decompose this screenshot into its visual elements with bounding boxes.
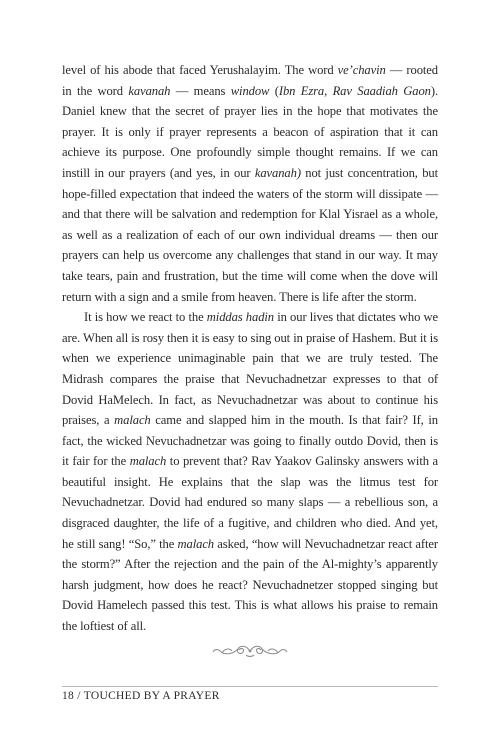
body-text [62,60,438,637]
footer-rule [62,686,438,687]
italic-term: ve’chavin [337,63,386,77]
running-footer: 18 / TOUCHED BY A PRAYER [62,690,220,702]
flourish-ornament-icon [210,641,290,661]
italic-term: malach [129,454,167,469]
paragraph-1: level of his abode that faced Yerushalayim. The word ve’chavin — rooted in the word kavanah — means window (Ibn Ezra, Rav Saadiah Gaon). Daniel knew that the secret of prayer lies in the hope that motivates the prayer. It is only if prayer represents a beacon of aspiration that it can achieve its purpose. One profoundly simple thought remains. If we can instill in our prayers (and yes, in our kavanah) not just concentration, but hope-filled expectation that indeed the waters of the storm will dissipate — and that there will be salvation and redemption for Klal Yisrael as a whole, as well as a realization of each of our own individual dreams — then our prayers can help us overcome any challenges that stand in our way. It may take tears, pain and frustration, but the time will come when the dove will return with a sign and a smile from heaven. There is life after the storm. [62,63,438,304]
italic-term: malach [177,536,215,551]
italic-term: kavanah) [254,165,301,180]
italic-term: kavanah [128,83,171,98]
italic-term: malach [114,413,151,428]
italic-term: window [230,83,270,98]
paragraph-2: It is how we react to the middas hadin in our lives that dictates who we are. When all is rosy then it is easy to sing out in praise of Hashem. But it is when we experience unimaginable pain that we are truly tested. The Midrash compares the praise that Nevuchadnetzar expresses to that of Dovid HaMelech. In fact, as Nevuchadnetzar was about to continue his praises, a malach came and slapped him in the mouth. Is that fair? If, in fact, the wicked Nevuchadnetzar was going to finally outdo Dovid, then is it fair for the malach to prevent that? Rav Yaakov Galinsky answers with a beautiful insight. He explains that the slap was the litmus test for Nevuchadnetzar. Dovid had endured so many slaps — a rebellious son, a disgraced daughter, the life of a fugitive, and children who died. And yet, he still sang! “So,” the malach asked, “how will Nevuchadnetzar react after the storm?” After the rejection and the pain of the Al-mighty’s apparently harsh judgment, how does he react? Nevuchadnetzer stopped singing but Dovid Hamelech passed this test. This is what allows his praise to remain the loftiest of all. [62,310,438,634]
italic-term: Ibn Ezra, Rav Saadiah Gaon [278,83,431,98]
italic-term: middas hadin [206,310,274,325]
